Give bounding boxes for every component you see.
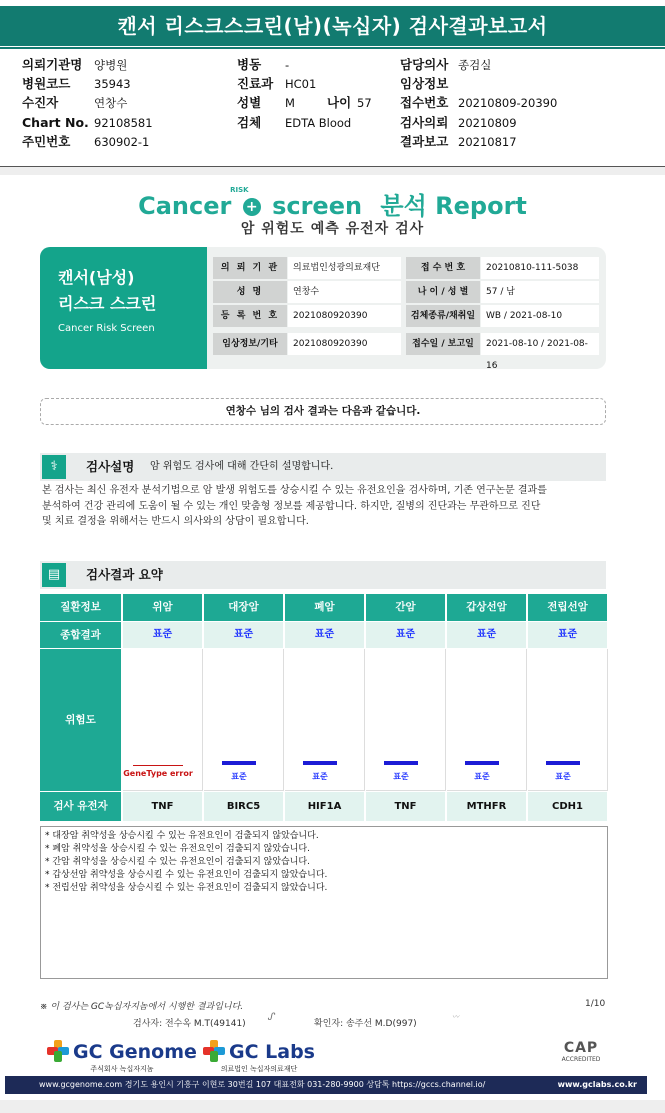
gc-plus-icon (47, 1040, 69, 1062)
document-icon: ▤ (42, 563, 66, 587)
divider (0, 167, 665, 175)
header-row: 결과보고 20210817 (400, 134, 517, 149)
row-label-disease: 질환정보 (40, 594, 122, 621)
header-row: 병동 - (237, 57, 290, 72)
explain-section-header: ⚕ 검사설명 암 위험도 검사에 대해 간단히 설명합니다. (40, 453, 606, 481)
disease-header: 갑상선암 (447, 594, 527, 621)
footer-address: www.gcgenome.com 경기도 용인시 기흥구 이현로 30번길 107 대표전화 031-280-9900 상담톡 https://gccs.channel.io/ (39, 1080, 486, 1089)
disease-header: 대장암 (204, 594, 284, 621)
footer-bar (5, 1076, 647, 1094)
stethoscope-icon: ⚕ (42, 455, 66, 479)
disease-header: 간암 (366, 594, 446, 621)
risk-cell (204, 649, 284, 791)
gc-plus-icon (203, 1040, 225, 1062)
gene-name: TNF (123, 792, 203, 821)
row-label-risk: 위험도 (40, 649, 122, 791)
risk-label: 표준 (555, 772, 571, 781)
risk-error-line (133, 765, 183, 766)
tester-label: 검사자: 전수옥 M.T(49141) (133, 1019, 246, 1029)
footer-website-link[interactable]: www.gclabs.co.kr (557, 1080, 637, 1089)
report-title: 캔서 리스크스크린(남)(녹십자) 검사결과보고서 (0, 6, 665, 46)
header-row: 의뢰기관명 양병원 (22, 57, 128, 72)
header-row: 성별 M 나이 57 (237, 95, 372, 110)
overall-result: 표준 (447, 622, 527, 648)
header-row: 검체 EDTA Blood (237, 115, 352, 130)
disease-header: 위암 (123, 594, 203, 621)
overall-result: 표준 (528, 622, 608, 648)
risk-bar (384, 761, 418, 765)
risk-cell (528, 649, 608, 791)
notes-box: * 대장암 취약성을 상승시킬 수 있는 유전요인이 검출되지 않았습니다. * 폐암 취약성을 상승시킬 수 있는 유전요인이 검출되지 않았습니다. * 간암 취약성을 상승시킬 수 있는 유전요인이 검출되지 않았습니다. * 갑상선암 취약성을 상승시킬 수 있는 유전요인이 검출되지 않았습니다. * 전립선암 취약성을 상승시킬 수 있는 유전요인이 검출되지 않았습니다. (40, 826, 608, 979)
row-label-overall: 종합결과 (40, 622, 122, 648)
gc-labs-logo: GC Labs 의료법인 녹십자의료재단 (203, 1040, 315, 1074)
gene-name: BIRC5 (204, 792, 284, 821)
page-number: 1/10 (585, 999, 606, 1009)
risk-bar (222, 761, 256, 765)
gene-name: CDH1 (528, 792, 608, 821)
header-row: 수진자 연창수 (22, 95, 128, 110)
brand-logo: Cancer + RISK screen 분석 Report (138, 186, 527, 220)
result-message: 연창수 님의 검사 결과는 다음과 같습니다. (40, 398, 606, 425)
header-row: Chart No. 92108581 (22, 115, 153, 130)
risk-label: GeneType error (123, 769, 193, 778)
header-row: 담당의사 종검실 (400, 57, 492, 72)
confirmer-label: 확인자: 송주선 M.D(997) (314, 1019, 417, 1029)
risk-label: 표준 (312, 772, 328, 781)
header-row: 검사의뢰 20210809 (400, 115, 517, 130)
card-title-panel: 캔서(남성) 리스크 스크린 Cancer Risk Screen (40, 247, 207, 369)
risk-bar (546, 761, 580, 765)
gene-name: TNF (366, 792, 446, 821)
tester-signature: ᔑ (268, 1012, 276, 1023)
risk-label: 표준 (231, 772, 247, 781)
report-subtitle: 암 위험도 예측 유전자 검사 (240, 221, 425, 237)
header-row: 접수번호 20210809-20390 (400, 95, 558, 110)
explain-text: 본 검사는 최신 유전자 분석기법으로 암 발생 위험도를 상승시킬 수 있는 유전요인을 검사하며, 기존 연구논문 결과를 분석하여 건강 관리에 도움이 될 수 있는 개인 맞춤형 정보를 제공합니다. 하지만, 질병의 진단과는 무관하므로 진단 및 치료 결정을 위해서는 반드시 의사와의 상담이 필요합니다. (42, 485, 547, 527)
footer-note: ※ 이 검사는 GC녹십자지놈에서 시행한 결과입니다. (40, 1002, 244, 1012)
row-label-gene: 검사 유전자 (40, 792, 122, 821)
header-row: 임상정보 (400, 76, 449, 91)
risk-cell (123, 649, 203, 791)
divider (0, 1100, 665, 1113)
overall-result: 표준 (204, 622, 284, 648)
header-row: 주민번호 630902-1 (22, 134, 150, 149)
overall-result: 표준 (123, 622, 203, 648)
risk-cell (366, 649, 446, 791)
plus-icon: + (243, 198, 261, 216)
disease-header: 전립선암 (528, 594, 608, 621)
overall-result: 표준 (285, 622, 365, 648)
confirmer-signature: 〰 (452, 1013, 459, 1021)
header-row: 진료과 HC01 (237, 76, 317, 91)
risk-cell (285, 649, 365, 791)
risk-bar (303, 761, 337, 765)
risk-cell (447, 649, 527, 791)
risk-label: 표준 (474, 772, 490, 781)
cap-accredited-badge: CAP ACCREDITED (561, 1040, 601, 1063)
disease-header: 폐암 (285, 594, 365, 621)
gc-genome-logo: GC Genome 주식회사 녹십자지놈 (47, 1040, 197, 1074)
overall-result: 표준 (366, 622, 446, 648)
header-row: 병원코드 35943 (22, 76, 131, 91)
gene-name: MTHFR (447, 792, 527, 821)
gene-name: HIF1A (285, 792, 365, 821)
patient-card: 캔서(남성) 리스크 스크린 Cancer Risk Screen 의 뢰 기 관 의료법인성광의료재단 접 수 번 호 20210810-111-5038 성 명 연창수 나 이 / 성 별 57 / 남 등 록 번 호 2021080920390 검체종류/채취일 WB / 2021-08-10 임상정보/기타 2021080920390 접수일 / 보고일 2021-08-10 / 2021-08-16 (40, 247, 606, 369)
risk-bar (465, 761, 499, 765)
summary-section-header: ▤ 검사결과 요약 (40, 561, 606, 589)
risk-label: 표준 (393, 772, 409, 781)
